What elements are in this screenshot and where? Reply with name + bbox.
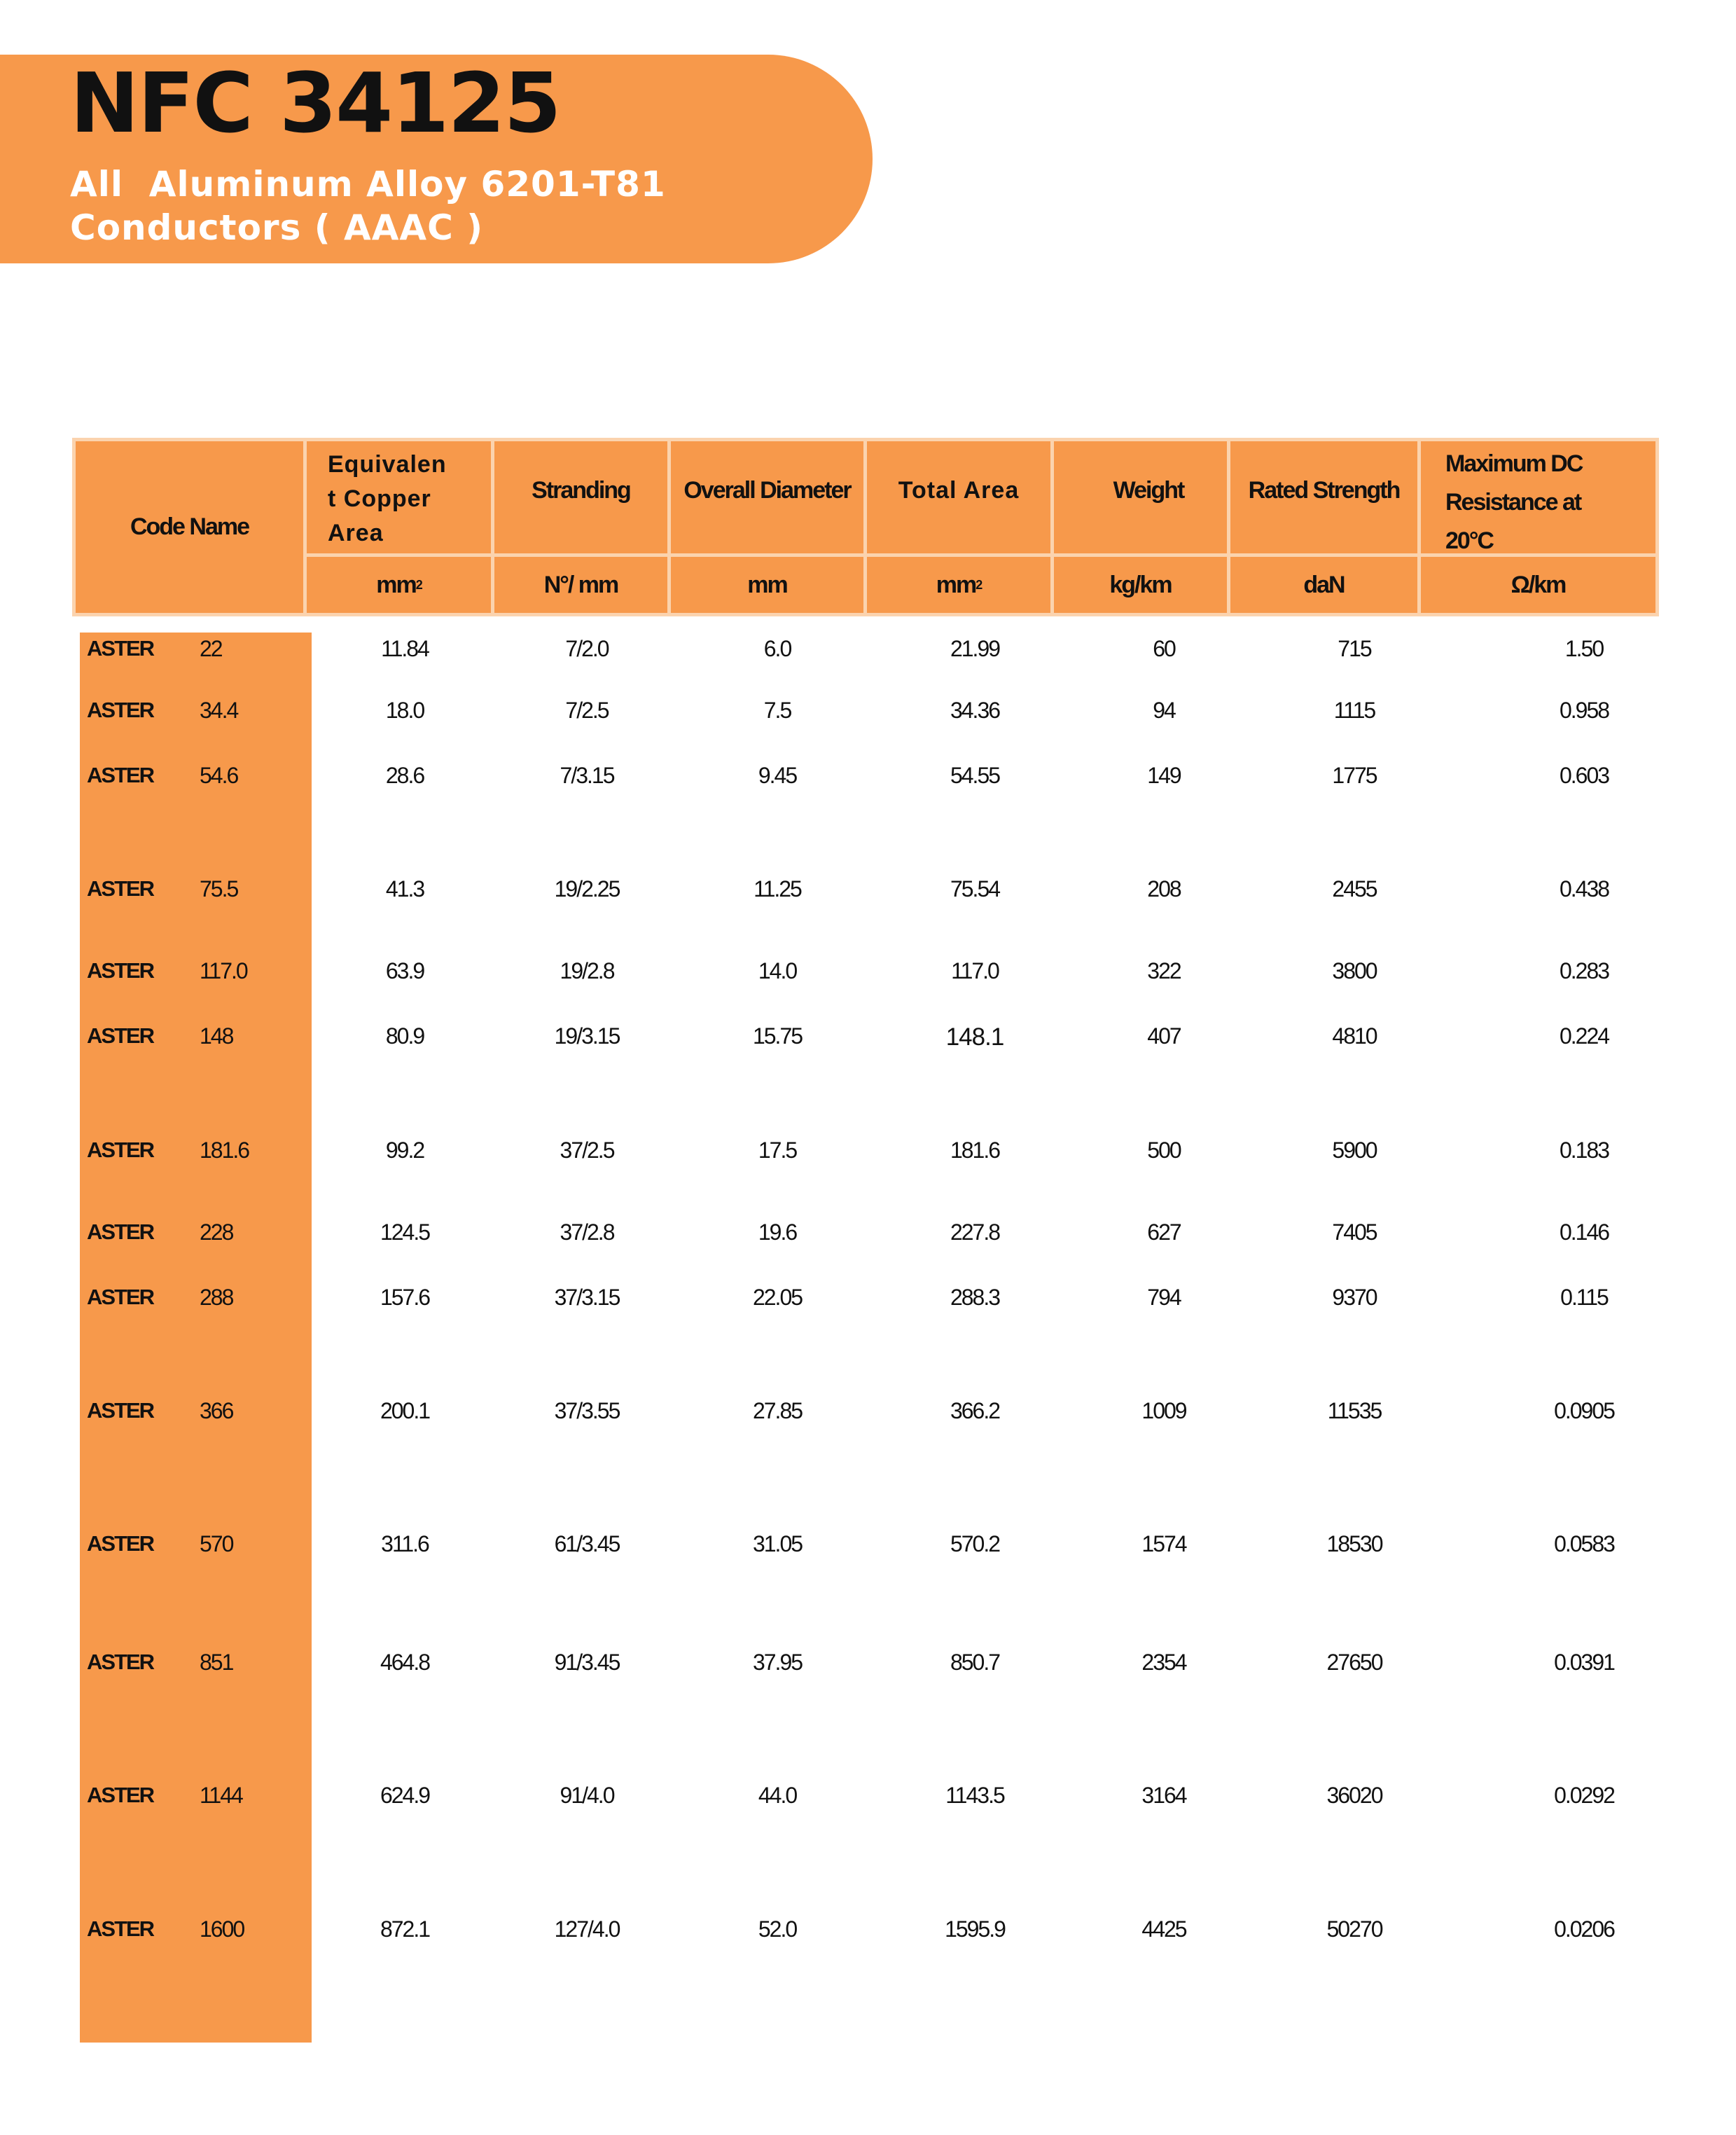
cell-rated-strength: 5900 — [1332, 1138, 1377, 1163]
cell-overall-diameter: 22.05 — [752, 1285, 803, 1310]
cell-equiv-copper: 28.6 — [385, 763, 424, 788]
cell-overall-diameter: 15.75 — [752, 1023, 803, 1049]
unit-text: mm — [376, 571, 416, 598]
cell-weight: 94 — [1153, 698, 1175, 723]
cell-code-number: 148 — [200, 1023, 233, 1049]
table-row — [0, 1023, 1736, 1051]
cell-stranding: 61/3.45 — [554, 1531, 620, 1556]
header-stranding: Stranding — [532, 476, 630, 504]
table-row — [0, 958, 1736, 986]
cell-equiv-copper: 18.0 — [385, 698, 424, 723]
unit-stranding: N°/ mm — [543, 571, 618, 598]
cell-code-number: 34.4 — [200, 698, 238, 723]
cell-code-number: 117.0 — [200, 958, 247, 983]
cell-code-number: 228 — [200, 1219, 233, 1245]
cell-total-area: 1595.9 — [945, 1916, 1005, 1942]
cell-code-number: 1144 — [200, 1783, 242, 1808]
cell-equiv-copper: 311.6 — [381, 1531, 429, 1556]
cell-code: ASTER — [87, 1650, 154, 1674]
cell-code: ASTER — [87, 1783, 154, 1807]
cell-total-area: 850.7 — [950, 1650, 1000, 1675]
cell-rated-strength: 11535 — [1327, 1398, 1382, 1423]
cell-max-dc-resistance: 0.0206 — [1554, 1916, 1614, 1942]
cell-code: ASTER — [87, 1219, 154, 1244]
cell-weight: 322 — [1147, 958, 1181, 983]
standard-title: NFC 34125 — [70, 55, 560, 151]
cell-equiv-copper: 99.2 — [385, 1138, 424, 1163]
cell-overall-diameter: 52.0 — [758, 1916, 797, 1942]
cell-rated-strength: 3800 — [1332, 958, 1377, 983]
cell-max-dc-resistance: 0.0583 — [1554, 1531, 1614, 1556]
cell-max-dc-resistance: 0.438 — [1559, 876, 1609, 901]
cell-weight: 2354 — [1141, 1650, 1186, 1675]
cell-code-number: 288 — [200, 1285, 233, 1310]
cell-max-dc-resistance: 0.0292 — [1554, 1783, 1614, 1808]
cell-stranding: 19/2.25 — [554, 876, 620, 901]
cell-total-area: 34.36 — [950, 698, 1000, 723]
unit-rated-strength: daN — [1303, 571, 1345, 598]
cell-rated-strength: 9370 — [1332, 1285, 1377, 1310]
subtitle-line-1: All Aluminum Alloy 6201-T81 — [70, 164, 666, 205]
cell-total-area: 117.0 — [951, 958, 999, 983]
cell-equiv-copper: 11.84 — [381, 636, 429, 661]
cell-overall-diameter: 9.45 — [758, 763, 797, 788]
table-row — [0, 763, 1736, 791]
cell-overall-diameter: 6.0 — [763, 636, 791, 661]
cell-stranding: 37/2.5 — [560, 1138, 614, 1163]
table-row — [0, 1398, 1736, 1426]
cell-code-number: 54.6 — [200, 763, 238, 788]
cell-overall-diameter: 37.95 — [752, 1650, 803, 1675]
cell-equiv-copper: 464.8 — [380, 1650, 430, 1675]
cell-code-number: 22 — [200, 636, 222, 661]
code-name-column — [80, 633, 312, 2043]
cell-max-dc-resistance: 0.224 — [1559, 1023, 1609, 1049]
cell-overall-diameter: 19.6 — [758, 1219, 797, 1245]
cell-max-dc-resistance: 0.958 — [1559, 698, 1609, 723]
cell-total-area: 181.6 — [950, 1138, 1000, 1163]
cell-rated-strength: 4810 — [1332, 1023, 1377, 1049]
cell-stranding: 37/3.15 — [554, 1285, 620, 1310]
cell-total-area: 288.3 — [950, 1285, 1000, 1310]
cell-weight: 208 — [1147, 876, 1181, 901]
cell-max-dc-resistance: 0.0391 — [1554, 1650, 1614, 1675]
header-weight: Weight — [1113, 476, 1184, 504]
table-row — [0, 698, 1736, 726]
cell-total-area: 21.99 — [950, 636, 1000, 661]
cell-overall-diameter: 27.85 — [752, 1398, 803, 1423]
cell-max-dc-resistance: 0.183 — [1559, 1138, 1609, 1163]
cell-overall-diameter: 11.25 — [754, 876, 801, 901]
cell-weight: 4425 — [1141, 1916, 1186, 1942]
cell-weight: 1574 — [1141, 1531, 1186, 1556]
cell-code-number: 851 — [200, 1650, 233, 1675]
cell-rated-strength: 36020 — [1326, 1783, 1382, 1808]
cell-max-dc-resistance: 0.115 — [1560, 1285, 1608, 1310]
cell-rated-strength: 715 — [1338, 636, 1371, 661]
cell-weight: 60 — [1153, 636, 1175, 661]
table-row — [0, 1138, 1736, 1166]
standard-subtitle — [70, 163, 666, 249]
cell-overall-diameter: 31.05 — [752, 1531, 803, 1556]
cell-code-number: 570 — [200, 1531, 233, 1556]
cell-code: ASTER — [87, 1023, 154, 1048]
cell-equiv-copper: 41.3 — [385, 876, 424, 901]
cell-weight: 149 — [1147, 763, 1181, 788]
table-row — [0, 636, 1736, 664]
cell-total-area: 1143.5 — [945, 1783, 1004, 1808]
cell-total-area: 75.54 — [950, 876, 1000, 901]
unit-max-dc: Ω/km — [1511, 571, 1566, 598]
cell-code: ASTER — [87, 1531, 154, 1556]
cell-rated-strength: 18530 — [1326, 1531, 1382, 1556]
cell-stranding: 37/3.55 — [554, 1398, 620, 1423]
cell-code: ASTER — [87, 958, 154, 983]
header-code-name: Code Name — [130, 513, 249, 540]
table-row — [0, 876, 1736, 904]
table-row — [0, 1219, 1736, 1248]
cell-stranding: 19/2.8 — [560, 958, 614, 983]
cell-weight: 3164 — [1141, 1783, 1186, 1808]
header-border-right — [1655, 438, 1659, 616]
cell-code: ASTER — [87, 876, 154, 901]
table-row — [0, 1650, 1736, 1678]
cell-stranding: 37/2.8 — [560, 1219, 614, 1245]
table-row — [0, 1916, 1736, 1944]
cell-rated-strength: 2455 — [1332, 876, 1377, 901]
cell-code-number: 366 — [200, 1398, 233, 1423]
cell-rated-strength: 7405 — [1332, 1219, 1377, 1245]
unit-text: mm — [936, 571, 976, 598]
cell-max-dc-resistance: 0.603 — [1559, 763, 1609, 788]
cell-overall-diameter: 17.5 — [758, 1138, 797, 1163]
cell-rated-strength: 1115 — [1333, 698, 1375, 723]
cell-total-area: 227.8 — [950, 1219, 1000, 1245]
cell-weight: 794 — [1147, 1285, 1181, 1310]
cell-code: ASTER — [87, 1138, 154, 1162]
cell-stranding: 91/3.45 — [554, 1650, 620, 1675]
cell-code: ASTER — [87, 698, 154, 722]
cell-code: ASTER — [87, 763, 154, 787]
cell-total-area: 570.2 — [950, 1531, 1000, 1556]
cell-equiv-copper: 200.1 — [380, 1398, 430, 1423]
cell-weight: 627 — [1147, 1219, 1181, 1245]
cell-stranding: 127/4.0 — [554, 1916, 620, 1942]
cell-code: ASTER — [87, 1398, 154, 1423]
cell-total-area: 54.55 — [950, 763, 1000, 788]
cell-overall-diameter: 7.5 — [763, 698, 791, 723]
header-max-dc-resistance: Maximum DC Resistance at 20°C — [1445, 450, 1583, 554]
cell-equiv-copper: 80.9 — [385, 1023, 424, 1049]
cell-max-dc-resistance: 1.50 — [1564, 636, 1604, 661]
table-row — [0, 1531, 1736, 1559]
cell-equiv-copper: 157.6 — [380, 1285, 430, 1310]
header-equiv-copper-area: Equivalen t Copper Area — [328, 451, 447, 546]
header-rated-strength: Rated Strength — [1248, 476, 1400, 504]
cell-equiv-copper: 872.1 — [380, 1916, 430, 1942]
cell-code: ASTER — [87, 1916, 154, 1941]
cell-weight: 407 — [1147, 1023, 1181, 1049]
subtitle-line-2: Conductors ( AAAC ) — [70, 207, 484, 248]
cell-rated-strength: 27650 — [1326, 1650, 1382, 1675]
cell-weight: 500 — [1147, 1138, 1181, 1163]
table-row — [0, 1783, 1736, 1811]
cell-total-area: 148.1 — [945, 1023, 1004, 1051]
cell-stranding: 7/2.5 — [565, 698, 609, 723]
cell-code: ASTER — [87, 1285, 154, 1309]
cell-overall-diameter: 14.0 — [758, 958, 797, 983]
cell-total-area: 366.2 — [950, 1398, 1000, 1423]
cell-code: ASTER — [87, 636, 154, 661]
unit-total-area: mm 2 — [936, 571, 982, 598]
cell-equiv-copper: 624.9 — [380, 1783, 430, 1808]
unit-overall-diameter: mm — [747, 571, 787, 598]
unit-weight: kg/km — [1109, 571, 1172, 598]
cell-code-number: 75.5 — [200, 876, 238, 901]
cell-code-number: 181.6 — [200, 1138, 249, 1163]
cell-equiv-copper: 63.9 — [385, 958, 424, 983]
cell-stranding: 7/3.15 — [560, 763, 614, 788]
cell-stranding: 19/3.15 — [554, 1023, 620, 1049]
cell-weight: 1009 — [1141, 1398, 1186, 1423]
cell-stranding: 91/4.0 — [560, 1783, 614, 1808]
cell-rated-strength: 1775 — [1332, 763, 1377, 788]
table-row — [0, 1285, 1736, 1313]
unit-equiv-copper: mm 2 — [376, 571, 422, 598]
cell-max-dc-resistance: 0.283 — [1559, 958, 1609, 983]
header-overall-diameter: Overall Diameter — [683, 476, 851, 504]
cell-max-dc-resistance: 0.0905 — [1554, 1398, 1614, 1423]
cell-code-number: 1600 — [200, 1916, 244, 1942]
cell-overall-diameter: 44.0 — [758, 1783, 797, 1808]
cell-rated-strength: 50270 — [1326, 1916, 1382, 1942]
cell-max-dc-resistance: 0.146 — [1559, 1219, 1609, 1245]
cell-equiv-copper: 124.5 — [380, 1219, 430, 1245]
header-total-area: Total Area — [898, 476, 1020, 504]
cell-stranding: 7/2.0 — [565, 636, 609, 661]
